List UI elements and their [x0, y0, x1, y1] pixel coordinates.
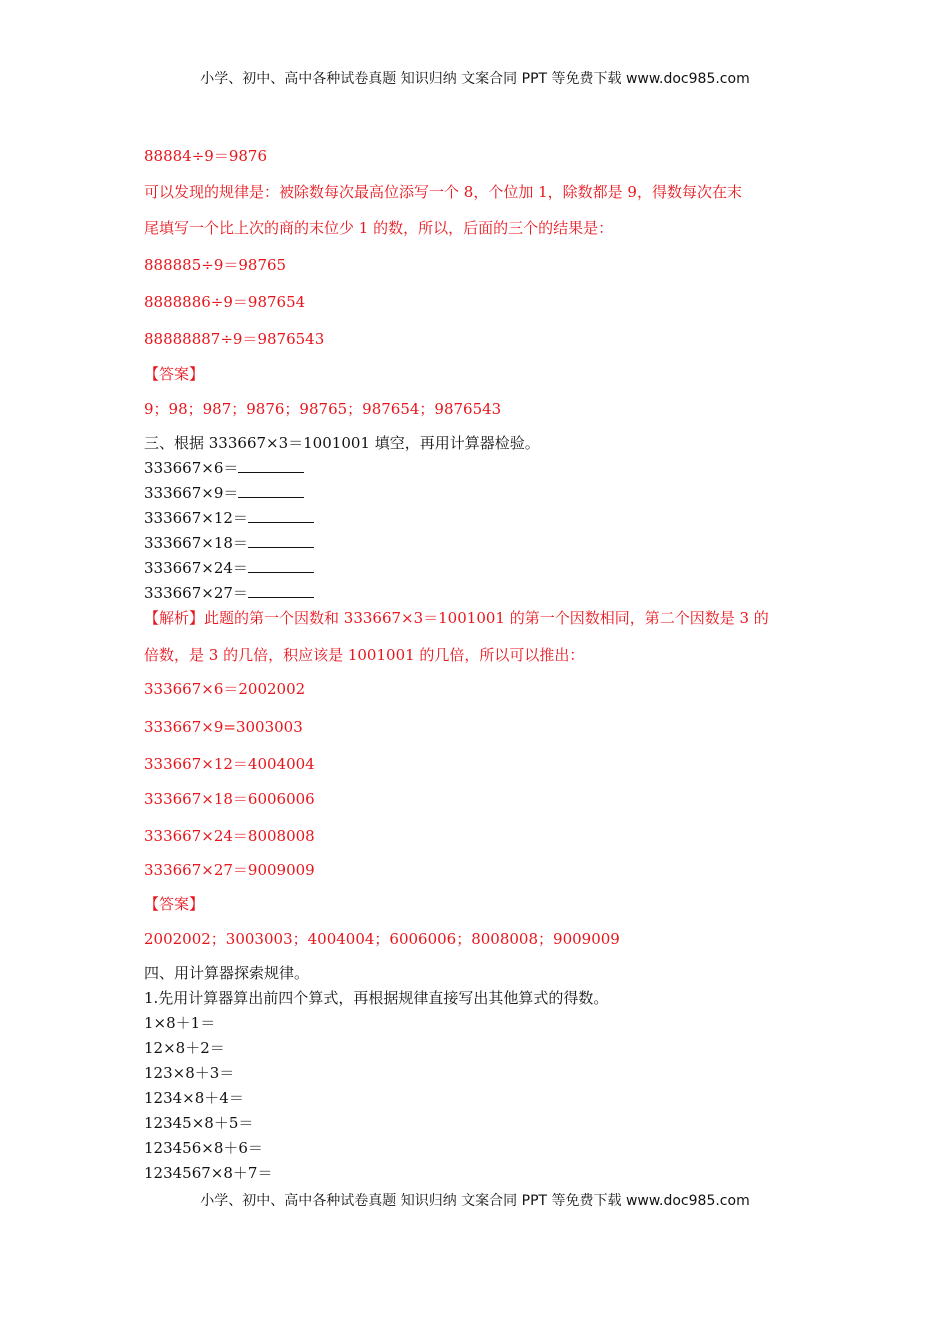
analysis-line: 【解析】此题的第一个因数和 333667×3＝1001001 的第一个因数相同，第二个因数是 3 的	[144, 609, 769, 627]
question-line	[144, 483, 304, 503]
instruction-line: 1.先用计算器算出前四个算式，再根据规律直接写出其他算式的得数。	[144, 989, 609, 1007]
answer-blank	[238, 483, 304, 498]
answer-blank	[248, 508, 314, 523]
answer-blank	[248, 583, 314, 598]
answer-text: 9；98；987；9876；98765；987654；9876543	[144, 400, 502, 418]
question-line	[144, 533, 314, 553]
question-line: 12×8＋2＝	[144, 1039, 225, 1057]
question-line: 123×8＋3＝	[144, 1064, 235, 1082]
question-line	[144, 558, 314, 578]
question-line: 1234×8＋4＝	[144, 1089, 244, 1107]
question-line: 123456×8＋6＝	[144, 1139, 263, 1157]
explanation-line: 尾填写一个比上次的商的末位少 1 的数，所以，后面的三个的结果是：	[144, 219, 614, 237]
answer-blank	[248, 558, 314, 573]
question-text: 333667×12＝	[144, 509, 248, 527]
question-line	[144, 583, 314, 603]
question-text: 333667×24＝	[144, 559, 248, 577]
equation-line: 88884÷9＝9876	[144, 147, 268, 165]
section-title: 四、用计算器探索规律。	[144, 964, 310, 982]
question-text: 333667×6＝	[144, 459, 239, 477]
explanation-line: 可以发现的规律是：被除数每次最高位添写一个 8，个位加 1，除数都是 9，得数每次在末	[144, 183, 742, 201]
result-line: 333667×18＝6006006	[144, 790, 315, 808]
question-line: 12345×8＋5＝	[144, 1114, 254, 1132]
answer-label: 【答案】	[144, 365, 205, 383]
result-line: 333667×27＝9009009	[144, 861, 315, 879]
answer-blank	[238, 458, 304, 473]
answer-label: 【答案】	[144, 895, 205, 913]
question-text: 333667×9＝	[144, 484, 239, 502]
equation-line: 88888887÷9＝9876543	[144, 330, 325, 348]
result-line: 333667×12＝4004004	[144, 755, 315, 773]
result-line: 333667×6＝2002002	[144, 680, 306, 698]
question-text: 333667×27＝	[144, 584, 248, 602]
section-title: 三、根据 333667×3＝1001001 填空，再用计算器检验。	[144, 434, 540, 452]
page-header: 小学、初中、高中各种试卷真题 知识归纳 文案合同 PPT 等免费下载 www.doc985.com	[200, 71, 750, 87]
result-line: 333667×9=3003003	[144, 718, 303, 736]
result-line: 333667×24＝8008008	[144, 827, 315, 845]
question-line	[144, 458, 304, 478]
question-line: 1×8＋1＝	[144, 1014, 216, 1032]
analysis-line: 倍数，是 3 的几倍，积应该是 1001001 的几倍，所以可以推出：	[144, 646, 585, 664]
question-line: 1234567×8＋7＝	[144, 1164, 273, 1182]
page-footer: 小学、初中、高中各种试卷真题 知识归纳 文案合同 PPT 等免费下载 www.doc985.com	[200, 1193, 750, 1209]
question-text: 333667×18＝	[144, 534, 248, 552]
question-line	[144, 508, 314, 528]
answer-text: 2002002；3003003；4004004；6006006；8008008；9009009	[144, 930, 620, 948]
answer-blank	[248, 533, 314, 548]
equation-line: 888885÷9＝98765	[144, 256, 287, 274]
equation-line: 8888886÷9＝987654	[144, 293, 306, 311]
